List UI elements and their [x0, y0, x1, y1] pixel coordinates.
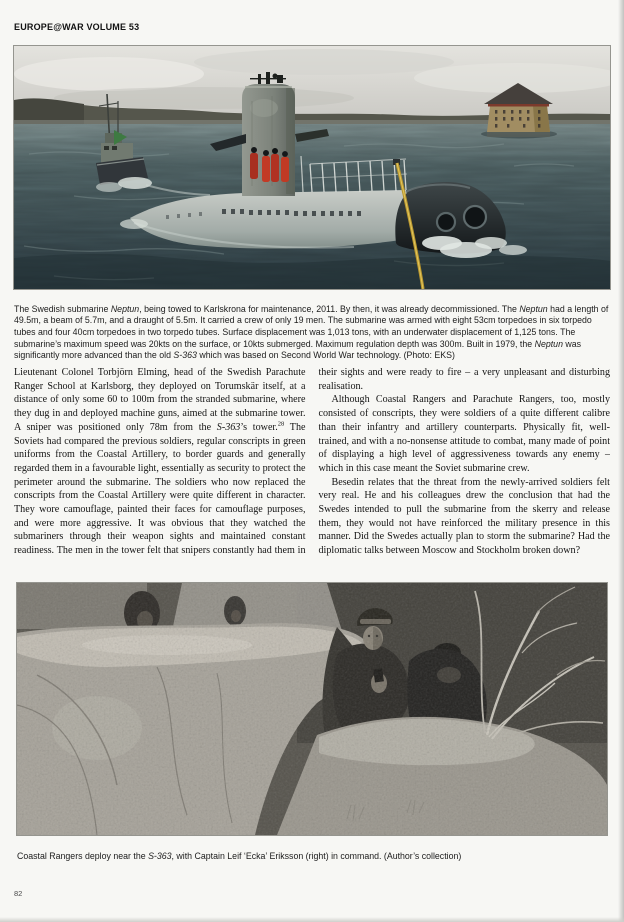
paragraph: Besedin relates that the threat from the newly-arrived soldiers felt very real. He and his colleagues drew the conclusion that had the Swedes intended to pull the submarine from the skerry and release them, they would not have reinforced the military presence in this manner. Did the Swedes actually plan to storm the submarine? Had the diplomatic talks between Moscow and Stockholm broken down? — [318, 476, 610, 557]
scan-edge-right — [618, 0, 624, 922]
cloud — [14, 57, 204, 91]
page-header: EUROPE@WAR VOLUME 53 — [14, 22, 140, 32]
paragraph: Although Coastal Rangers and Parachute Rangers, too, mostly consisted of conscripts, they were soldiers of a quite different calibre than their infantry and artillery counterparts. Physically fit, well-trained, and with a no-nonsense attitude to combat, many made of point of displaying a high level of aggressiveness towards any enemy – which in this case meant the Soviet submarine crew. — [318, 394, 610, 474]
bow-opening — [464, 206, 486, 228]
bow-opening — [437, 213, 455, 231]
paragraph: Lieutenant Colonel Torbjörn Elming, head of the Swedish Parachute Ranger School at Karlsborg, they deployed on Torumskär itself, at a distance of only some 60 to 100m from the stranded submarine, where they dug in and deployed machine guns, aimed at the submarine tower. A sniper was positioned only 78m from the S-363’s tower.$^{28}$ The Soviets had compared the previous soldiers, regular conscripts in green uniforms from the Coastal Artillery, to border guards and generally regarded them in a favourable light, essentially as security to protect the perimeter around the submarine. The soldiers who now replaced the conscripts from the Coastal Artillery were quite different in character. They wore camouflage, painted their faces for camouflage purposes, and were more aggressive. It was obvious that they watched the submariners through their weapon sights and maintained constant readiness. The men in the tower felt that snipers constantly had them in their sights and were ready to fire – a very unpleasant and disturbing realisation. — [14, 367, 610, 557]
page-number: 82 — [14, 889, 23, 898]
caption-bottom: Coastal Rangers deploy near the S-363, with Captain Leif ‘Ecka’ Eriksson (right) in command. (Author’s collection) — [17, 850, 462, 861]
submarine-photo — [14, 46, 610, 289]
rangers-photo-art — [17, 583, 607, 835]
submarine-photo-art — [14, 46, 610, 289]
cloud — [194, 49, 454, 75]
scan-edge-bottom — [0, 917, 624, 922]
article-columns — [14, 366, 610, 566]
film-grain — [17, 583, 607, 835]
caption-top: The Swedish submarine Neptun, being towed to Karlskrona for maintenance, 2011. By then, it was already decommissioned. The Neptun had a length of 49.5m, a beam of 5.7m, and a draught of 5.5m. It carried a crew of only 19 men. The submarine was armed with eight 53cm torpedoes in six torpedo tubes and four 40cm torpedoes in two torpedo tubes. Surface displacement was 1,013 tons, with an underwater displacement of 1,125 tons. The submarine’s maximum speed was 20kts on the surface, or 10kts submerged. Maximum regulation depth was 300m. Built in 1979, the Neptun was significantly more advanced than the old S-363 which was based on Second World War technology. (Photo: EKS) — [14, 303, 609, 361]
rangers-photo — [17, 583, 607, 835]
